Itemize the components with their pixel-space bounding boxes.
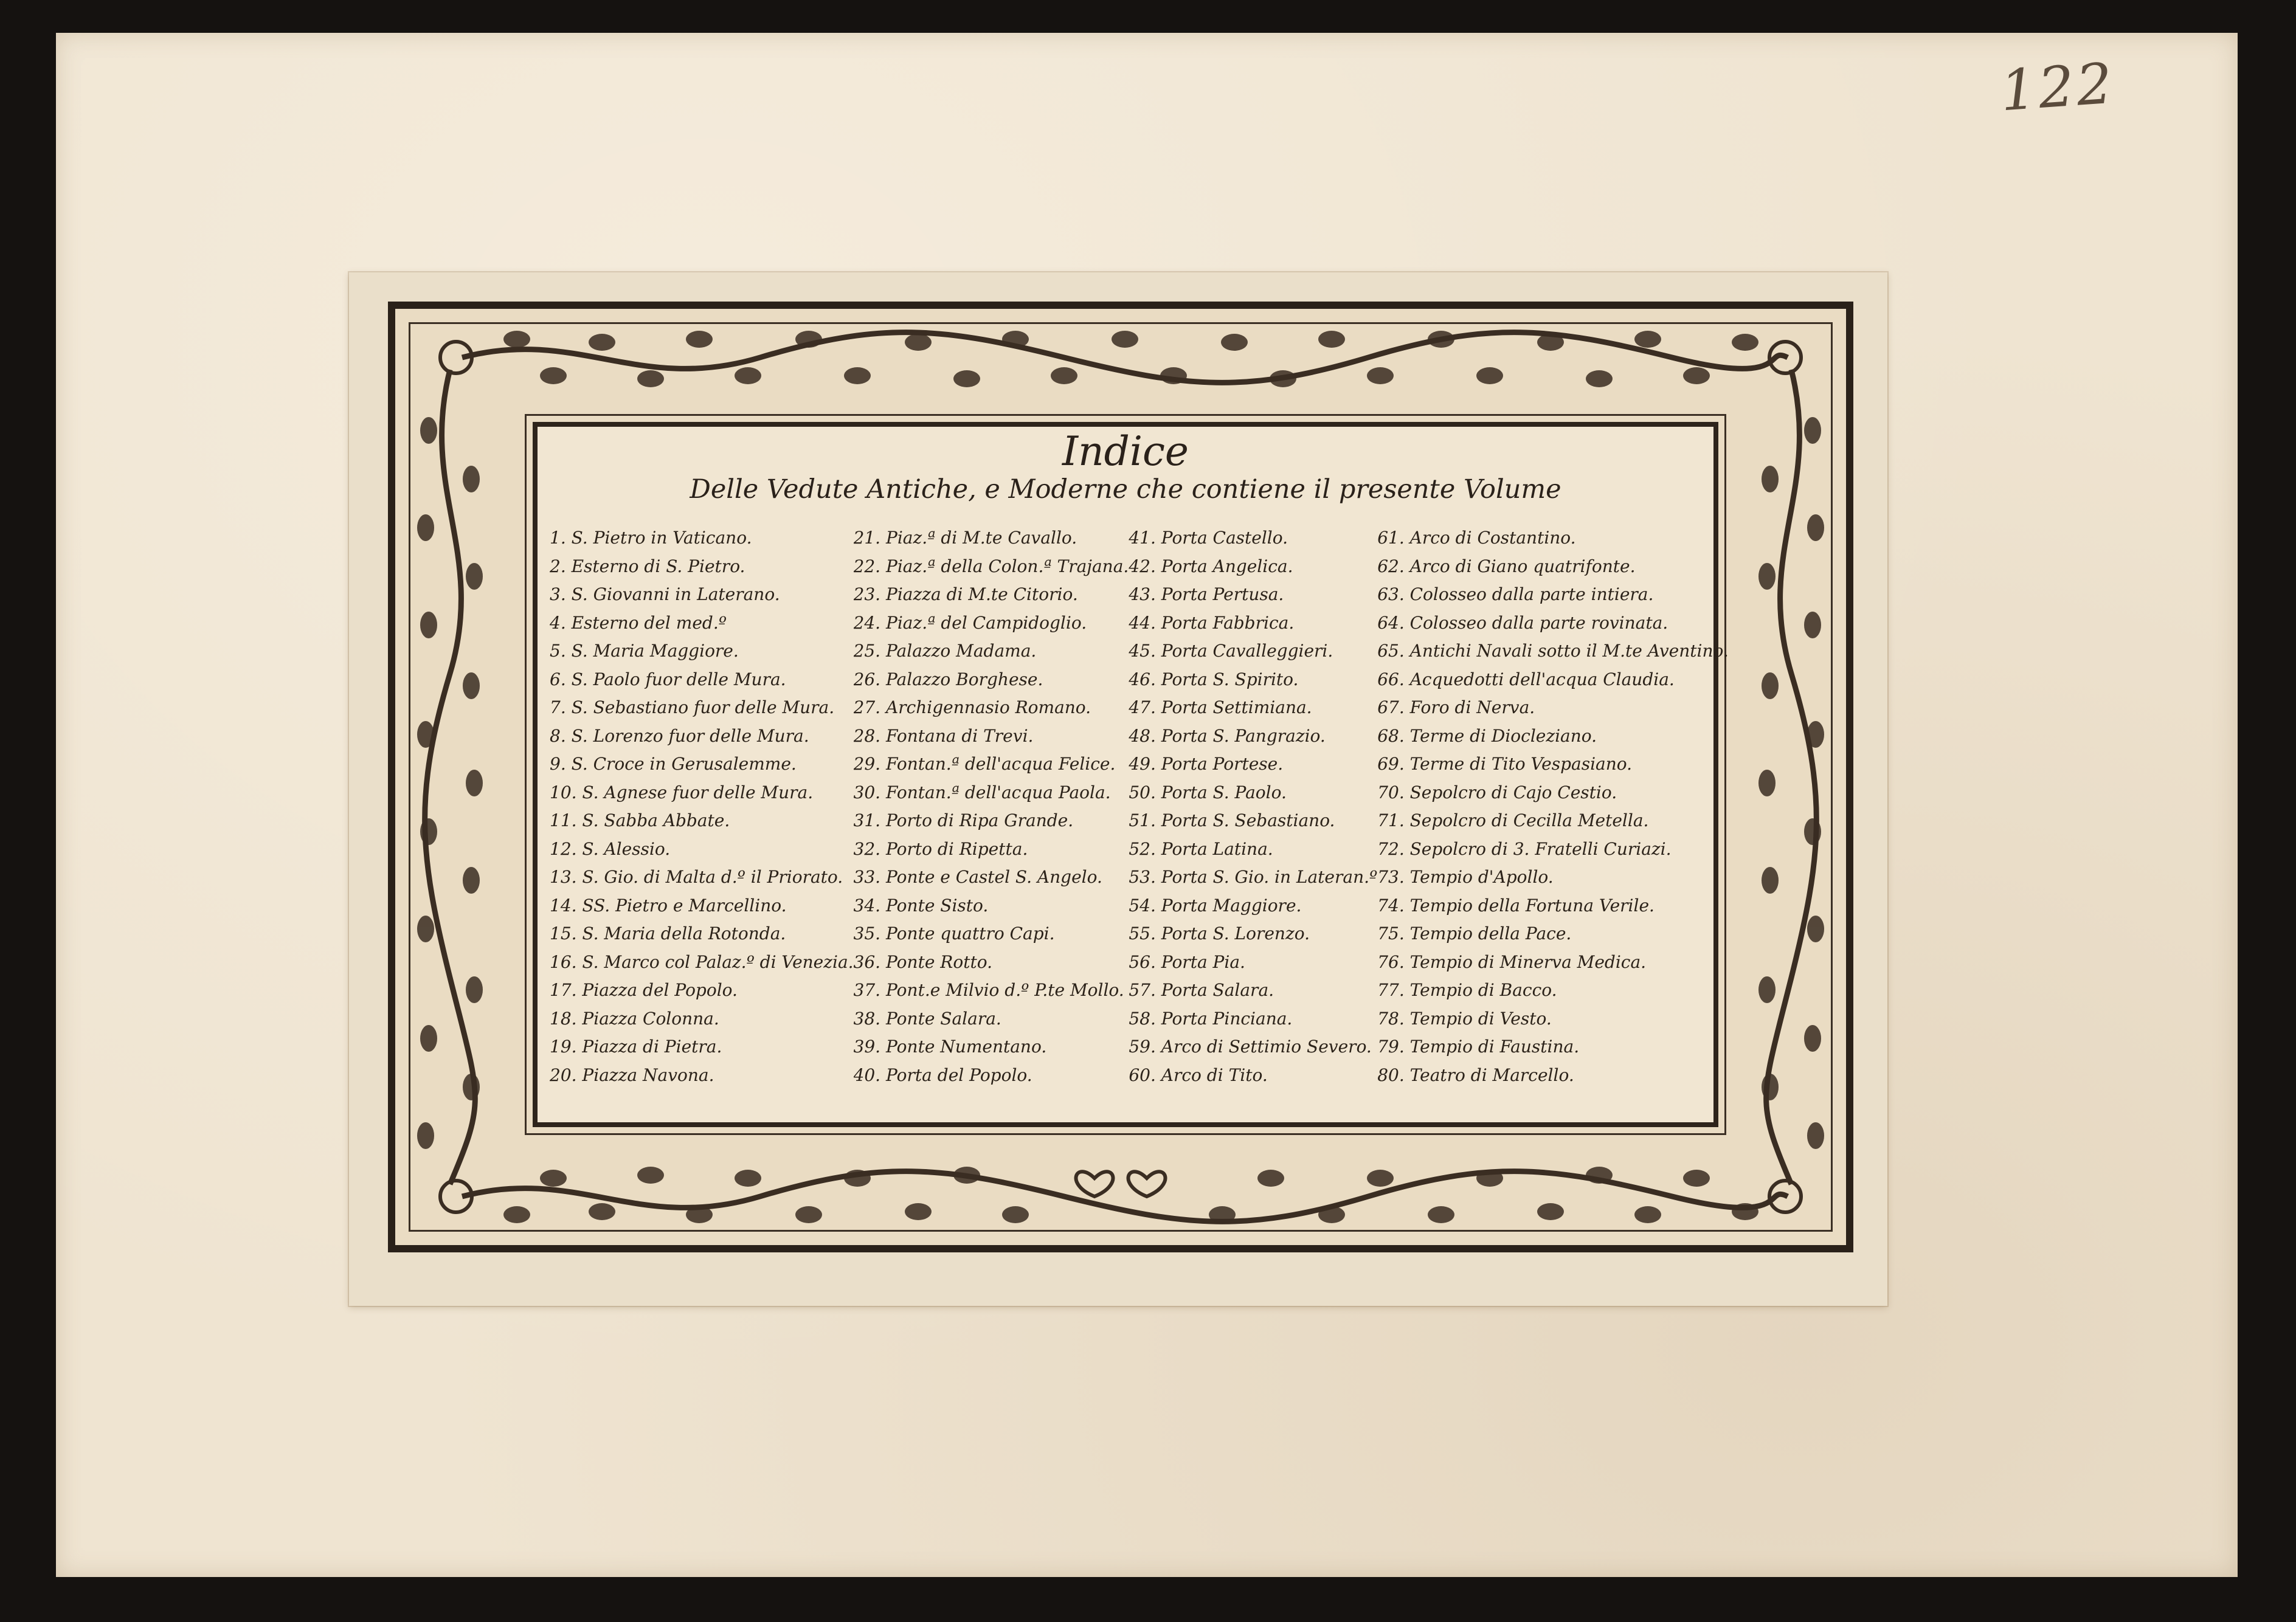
index-entry: 45. Porta Cavalleggieri.: [1129, 641, 1333, 661]
index-entry: 12. S. Alessio.: [550, 838, 671, 859]
index-entry: 19. Piazza di Pietra.: [550, 1037, 722, 1057]
index-entry: 76. Tempio di Minerva Medica.: [1377, 951, 1647, 972]
index-entry: 74. Tempio della Fortuna Verile.: [1377, 895, 1655, 916]
index-entry: 8. S. Lorenzo fuor delle Mura.: [550, 725, 809, 746]
index-entry: 17. Piazza del Popolo.: [550, 980, 738, 1000]
index-column-2: [854, 524, 1129, 1120]
index-entry: 65. Antichi Navali sotto il M.te Aventino.: [1377, 641, 1729, 661]
index-entry: 18. Piazza Colonna.: [550, 1008, 719, 1029]
index-entry: 25. Palazzo Madama.: [853, 641, 1037, 661]
index-title: Indice: [1062, 428, 1189, 475]
index-entry: 75. Tempio della Pace.: [1377, 923, 1572, 944]
index-entry: 80. Teatro di Marcello.: [1377, 1065, 1574, 1085]
index-entry: 54. Porta Maggiore.: [1129, 895, 1302, 916]
index-entry: 47. Porta Settimiana.: [1129, 697, 1312, 717]
index-entry: 59. Arco di Settimio Severo.: [1129, 1037, 1372, 1057]
index-entry: 62. Arco di Giano quatrifonte.: [1377, 556, 1636, 576]
index-entry: 32. Porto di Ripetta.: [853, 838, 1028, 859]
index-entry: 4. Esterno del med.º: [550, 612, 727, 633]
index-entry: 43. Porta Pertusa.: [1129, 584, 1284, 604]
index-entry: 26. Palazzo Borghese.: [853, 669, 1043, 689]
index-entry: 38. Ponte Salara.: [853, 1008, 1001, 1029]
index-entry: 51. Porta S. Sebastiano.: [1129, 810, 1335, 830]
engraved-frame: [388, 302, 1853, 1252]
index-entry: 33. Ponte e Castel S. Angelo.: [853, 867, 1102, 887]
index-entry: 68. Terme di Diocleziano.: [1377, 725, 1597, 746]
index-entry: 3. S. Giovanni in Laterano.: [550, 584, 780, 604]
index-entry: 6. S. Paolo fuor delle Mura.: [550, 669, 786, 689]
index-entry: 31. Porto di Ripa Grande.: [853, 810, 1074, 830]
index-entry: 52. Porta Latina.: [1129, 838, 1273, 859]
index-entry: 77. Tempio di Bacco.: [1377, 980, 1557, 1000]
index-entry: 2. Esterno di S. Pietro.: [550, 556, 745, 576]
index-entry: 57. Porta Salara.: [1129, 980, 1274, 1000]
index-entry: 49. Porta Portese.: [1129, 754, 1284, 774]
index-entry: 5. S. Maria Maggiore.: [550, 641, 739, 661]
index-entry: 16. S. Marco col Palaz.º di Venezia.: [550, 951, 854, 972]
index-entry: 40. Porta del Popolo.: [853, 1065, 1032, 1085]
index-entry: 24. Piaz.ª del Campidoglio.: [853, 612, 1087, 633]
index-entry: 67. Foro di Nerva.: [1377, 697, 1535, 717]
index-entry: 34. Ponte Sisto.: [853, 895, 989, 916]
index-entry: 58. Porta Pinciana.: [1129, 1008, 1293, 1029]
index-entry: 1. S. Pietro in Vaticano.: [550, 528, 752, 548]
index-entry: 73. Tempio d'Apollo.: [1377, 867, 1554, 887]
index-entry: 36. Ponte Rotto.: [853, 951, 993, 972]
index-column-4: [1377, 524, 1729, 1120]
index-entry: 14. SS. Pietro e Marcellino.: [550, 895, 787, 916]
index-entry: 69. Terme di Tito Vespasiano.: [1377, 754, 1633, 774]
index-entry: 71. Sepolcro di Cecilla Metella.: [1377, 810, 1649, 830]
index-columns: [550, 524, 1729, 1120]
index-entry: 79. Tempio di Faustina.: [1377, 1037, 1580, 1057]
index-entry: 61. Arco di Costantino.: [1377, 528, 1576, 548]
index-entry: 13. S. Gio. di Malta d.º il Priorato.: [550, 867, 843, 887]
index-column-3: [1129, 524, 1377, 1120]
index-panel: [533, 422, 1729, 1127]
index-entry: 64. Colosseo dalla parte rovinata.: [1377, 612, 1668, 633]
index-entry: 22. Piaz.ª della Colon.ª Trajana.: [853, 556, 1129, 576]
index-entry: 55. Porta S. Lorenzo.: [1129, 923, 1310, 944]
index-entry: 29. Fontan.ª dell'acqua Felice.: [853, 754, 1116, 774]
index-column-1: [550, 524, 854, 1120]
index-entry: 60. Arco di Tito.: [1129, 1065, 1268, 1085]
index-entry: 21. Piaz.ª di M.te Cavallo.: [853, 528, 1077, 548]
index-entry: 53. Porta S. Gio. in Lateran.º: [1129, 867, 1378, 887]
index-entry: 27. Archigennasio Romano.: [853, 697, 1091, 717]
index-subtitle: Delle Vedute Antiche, e Moderne che contiene il presente Volume: [690, 474, 1561, 505]
index-entry: 78. Tempio di Vesto.: [1377, 1008, 1552, 1029]
index-entry: 66. Acquedotti dell'acqua Claudia.: [1377, 669, 1675, 689]
index-entry: 35. Ponte quattro Capi.: [853, 923, 1055, 944]
index-entry: 7. S. Sebastiano fuor delle Mura.: [550, 697, 835, 717]
index-entry: 50. Porta S. Paolo.: [1129, 782, 1287, 802]
index-entry: 37. Pont.e Milvio d.º P.te Mollo.: [853, 980, 1124, 1000]
index-entry: 9. S. Croce in Gerusalemme.: [550, 754, 797, 774]
index-entry: 39. Ponte Numentano.: [853, 1037, 1047, 1057]
index-entry: 20. Piazza Navona.: [550, 1065, 714, 1085]
index-entry: 70. Sepolcro di Cajo Cestio.: [1377, 782, 1617, 802]
index-entry: 30. Fontan.ª dell'acqua Paola.: [853, 782, 1111, 802]
index-entry: 10. S. Agnese fuor delle Mura.: [550, 782, 814, 802]
index-entry: 41. Porta Castello.: [1129, 528, 1288, 548]
index-entry: 23. Piazza di M.te Citorio.: [853, 584, 1078, 604]
index-entry: 28. Fontana di Trevi.: [853, 725, 1034, 746]
index-entry: 72. Sepolcro di 3. Fratelli Curiazi.: [1377, 838, 1672, 859]
index-entry: 48. Porta S. Pangrazio.: [1129, 725, 1326, 746]
index-entry: 56. Porta Pia.: [1129, 951, 1245, 972]
index-entry: 46. Porta S. Spirito.: [1129, 669, 1299, 689]
index-entry: 15. S. Maria della Rotonda.: [550, 923, 786, 944]
page-number: 122: [1998, 50, 2117, 124]
index-entry: 44. Porta Fabbrica.: [1129, 612, 1295, 633]
index-entry: 63. Colosseo dalla parte intiera.: [1377, 584, 1654, 604]
index-entry: 42. Porta Angelica.: [1129, 556, 1293, 576]
index-entry: 11. S. Sabba Abbate.: [550, 810, 730, 830]
